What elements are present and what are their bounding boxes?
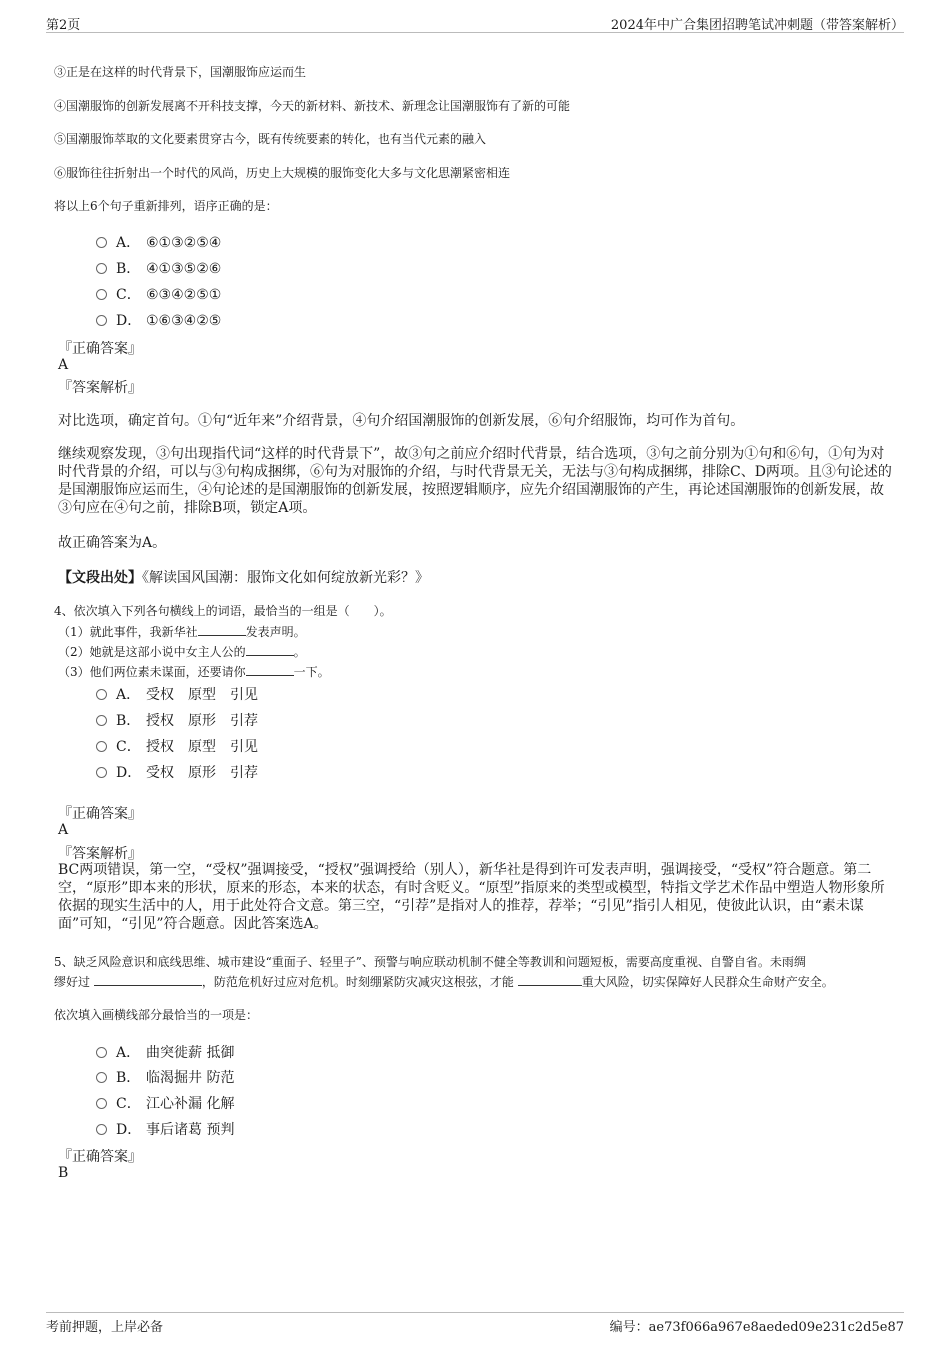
option-a[interactable]: A． 曲突徙薪 抵御 <box>96 1042 234 1062</box>
option-d[interactable]: D． 受权 原形 引荐 <box>96 762 258 782</box>
radio-icon[interactable] <box>96 263 107 274</box>
radio-icon[interactable] <box>96 1124 107 1135</box>
source-text: 《解读国风国潮：服饰文化如何绽放新光彩？》 <box>142 570 429 586</box>
answer-value: A <box>58 357 69 373</box>
option-b[interactable]: B． 授权 原形 引荐 <box>96 710 258 730</box>
sentence-5: ⑤国潮服饰萃取的文化要素贯穿古今，既有传统要素的转化，也有当代元素的融入 <box>54 132 487 146</box>
option-b[interactable]: B． ④①③⑤②⑥ <box>96 258 221 278</box>
fill-item: （3）他们两位素未谋面，还要请你 一下。 <box>58 665 330 679</box>
analysis-conclusion: 故正确答案为A。 <box>58 535 167 551</box>
sentence-4: ④国潮服饰的创新发展离不开科技支撑，今天的新材料、新技术、新理念让国潮服饰有了新的可能 <box>54 99 571 113</box>
radio-icon[interactable] <box>96 315 107 326</box>
answer-label: 『正确答案』 <box>58 1149 142 1165</box>
page-number: 第2页 <box>46 18 81 33</box>
radio-icon[interactable] <box>96 289 107 300</box>
radio-icon[interactable] <box>96 1098 107 1109</box>
answer-label: 『正确答案』 <box>58 806 142 822</box>
document-id: 编号：ae73f066a967e8aeded09e231c2d5e87 <box>609 1320 904 1335</box>
radio-icon[interactable] <box>96 715 107 726</box>
page-header <box>46 14 904 33</box>
answer-value: B <box>58 1165 69 1181</box>
document-title: 2024年中广合集团招聘笔试冲刺题（带答案解析） <box>610 18 904 33</box>
blank-line <box>94 974 202 986</box>
radio-icon[interactable] <box>96 741 107 752</box>
sentence-3: ③正是在这样的时代背景下，国潮服饰应运而生 <box>54 65 307 79</box>
option-c[interactable]: C． 江心补漏 化解 <box>96 1093 234 1113</box>
blank-line <box>198 624 246 636</box>
radio-icon[interactable] <box>96 237 107 248</box>
radio-icon[interactable] <box>96 689 107 700</box>
option-c[interactable]: C． ⑥③④②⑤① <box>96 284 221 304</box>
option-a[interactable]: A． 受权 原型 引见 <box>96 684 258 704</box>
analysis-paragraph: 继续观察发现，③句出现指代词“这样的时代背景下”，故③句之前应介绍时代背景，结合选项，③句之前分别为①句和⑥句，①句为对时代背景的介绍，可以与③句构成捆绑，⑥句为对服饰的介绍，与时代背景无关，无法与③句构成捆绑，排除C、D两项。且③句论述的是国潮服饰应运而生，④句论述的是国潮服饰的创新发展，按照逻辑顺序，应先介绍国潮服饰的产生，再论述国潮服饰的创新发展，故③句应在④句之前，排除B项，锁定A项。 <box>58 446 892 516</box>
footer-slogan: 考前押题，上岸必备 <box>46 1320 164 1335</box>
page-footer <box>46 1312 904 1335</box>
analysis-paragraph: BC两项错误，第一空，“受权”强调接受，“授权”强调授给（别人），新华社是得到许可发表声明，强调接受，“受权”符合题意。第二空，“原形”即本来的形状，原来的形态，本来的状态，有时含贬义。“原型”指原来的类型或模型，特指文学艺术作品中塑造人物形象所依据的现实生活中的人，用于此处符合文意。第三空，“引荐”是指对人的推荐，荐举；“引见”指引人相见，使彼此认识，由“素未谋面”可知，“引见”符合题意。因此答案选A。 <box>58 862 885 932</box>
fill-item: （1）就此事件，我新华社 发表声明。 <box>58 625 306 639</box>
question-stem: 4、依次填入下列各句横线上的词语，最恰当的一组是（ ）。 <box>54 604 392 618</box>
option-b[interactable]: B． 临渴掘井 防范 <box>96 1067 234 1087</box>
option-a[interactable]: A． ⑥①③②⑤④ <box>96 232 221 252</box>
source-line <box>58 567 429 587</box>
option-d[interactable]: D． 事后诸葛 预判 <box>96 1119 234 1139</box>
question-stem: 5、缺乏风险意识和底线思维、城市建设“重面子、轻里子”、预警与响应联动机制不健全等教训和问题短板，需要高度重视、自警自省。未雨绸 <box>54 955 806 969</box>
fill-item: （2）她就是这部小说中女主人公的 。 <box>58 645 306 659</box>
analysis-label: 『答案解析』 <box>58 380 142 396</box>
radio-icon[interactable] <box>96 1047 107 1058</box>
option-c[interactable]: C． 授权 原型 引见 <box>96 736 258 756</box>
source-label: 【文段出处】 <box>58 570 142 586</box>
question-prompt: 依次填入画横线部分最恰当的一项是： <box>54 1008 259 1022</box>
question-prompt: 将以上6个句子重新排列，语序正确的是： <box>54 199 278 213</box>
sentence-6: ⑥服饰往往折射出一个时代的风尚，历史上大规模的服饰变化大多与文化思潮紧密相连 <box>54 166 511 180</box>
answer-label: 『正确答案』 <box>58 341 142 357</box>
answer-value: A <box>58 822 69 838</box>
analysis-label: 『答案解析』 <box>58 846 142 862</box>
radio-icon[interactable] <box>96 1072 107 1083</box>
blank-line <box>518 974 582 986</box>
option-d[interactable]: D． ①⑥③④②⑤ <box>96 310 221 330</box>
blank-line <box>246 664 294 676</box>
blank-line <box>246 644 294 656</box>
analysis-paragraph: 对比选项，确定首句。①句“近年来”介绍背景，④句介绍国潮服饰的创新发展，⑥句介绍服饰，均可作为首句。 <box>58 413 745 429</box>
question-stem-cont: 缪好过 ，防范危机好过应对危机。时刻绷紧防灾减灾这根弦，才能 重大风险，切实保障好人民群众生命财产安全。 <box>54 975 834 989</box>
radio-icon[interactable] <box>96 767 107 778</box>
